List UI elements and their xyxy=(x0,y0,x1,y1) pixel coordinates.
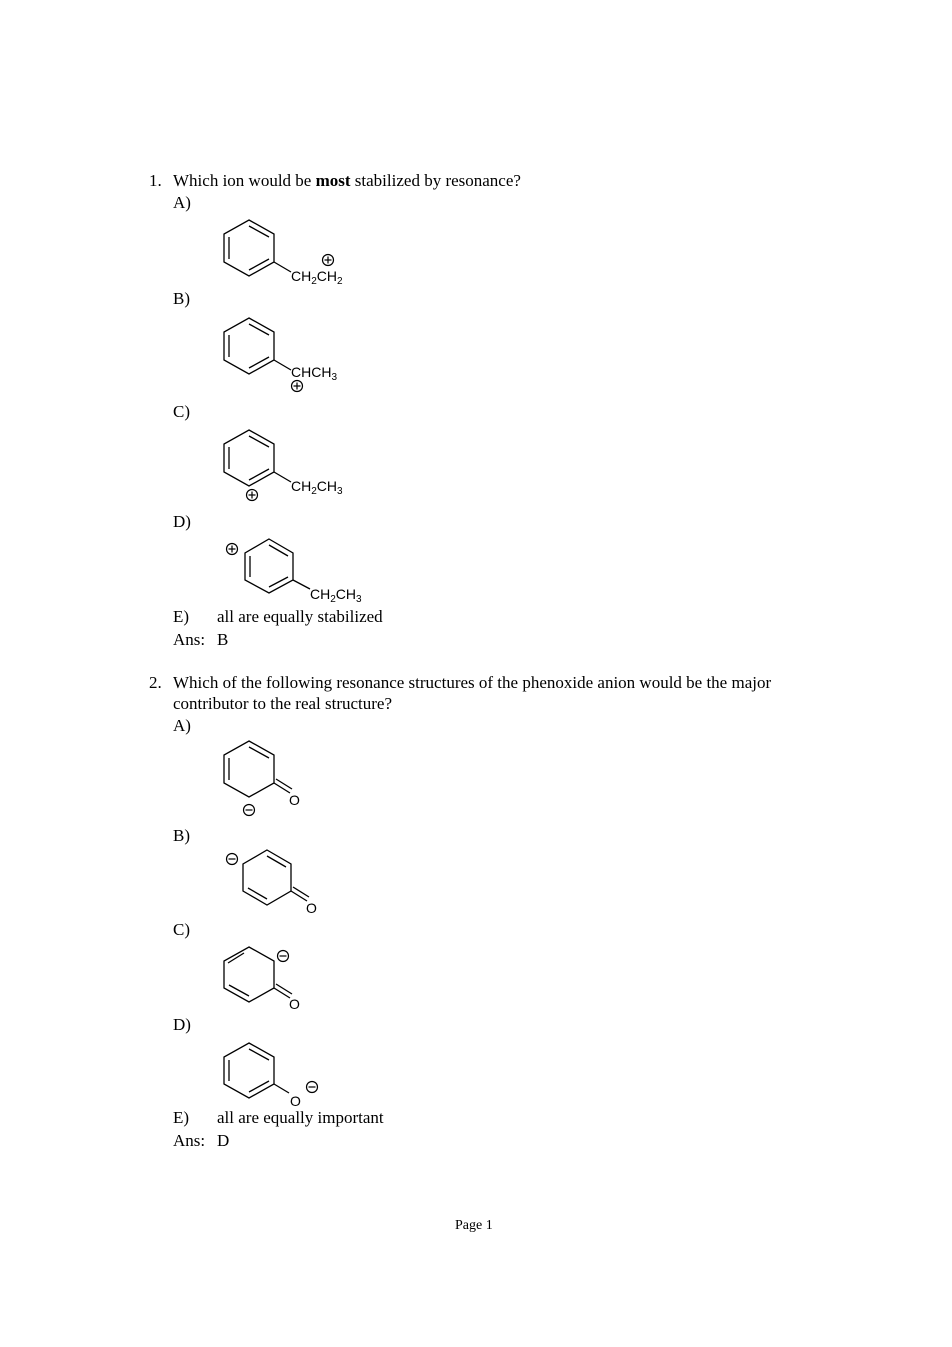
benzene-ring xyxy=(224,430,274,486)
q1-option-c-letter: C) xyxy=(173,402,190,421)
positive-charge-icon xyxy=(227,544,238,555)
q2-option-a-letter: A) xyxy=(173,716,191,735)
question-2-stem-line1: Which of the following resonance structures of the phenoxide anion would be the major xyxy=(173,673,772,692)
q2-option-c-letter: C) xyxy=(173,920,190,939)
q2-answer-label: Ans: xyxy=(173,1131,206,1150)
q1-option-d-letter: D) xyxy=(173,512,191,531)
benzene-ring xyxy=(224,1043,274,1098)
q1-option-b-structure xyxy=(215,313,375,398)
question-1-stem-bold: most xyxy=(315,171,351,190)
negative-charge-icon xyxy=(227,854,238,865)
q1-option-a-structure xyxy=(215,215,375,290)
question-1-number: 1. xyxy=(149,171,162,190)
q2-answer-value: D xyxy=(217,1131,230,1150)
q2-option-c-structure xyxy=(215,942,315,1014)
question-1-stem-part1: Which ion would be xyxy=(173,171,316,190)
q1-option-b-letter: B) xyxy=(173,289,190,308)
q2-option-d-structure xyxy=(215,1038,325,1110)
q2-option-a-structure xyxy=(215,737,315,822)
q2c-oxygen-label: O xyxy=(289,996,300,1012)
q2-option-b-structure xyxy=(215,846,325,921)
q2-option-d-letter: D) xyxy=(173,1015,191,1034)
cyclohexadienone-ring xyxy=(224,947,274,1002)
positive-charge-icon xyxy=(247,490,258,501)
question-2-number: 2. xyxy=(149,673,162,692)
q2-option-b-letter: B) xyxy=(173,826,190,845)
q2b-oxygen-label: O xyxy=(306,900,317,916)
positive-charge-icon xyxy=(292,381,303,392)
negative-charge-icon xyxy=(307,1082,318,1093)
q1-answer-label: Ans: xyxy=(173,630,206,649)
cyclohexadienone-ring xyxy=(224,741,274,797)
negative-charge-icon xyxy=(244,805,255,816)
q1-option-a-letter: A) xyxy=(173,193,191,212)
q1-option-d-structure xyxy=(215,535,385,607)
q1c-substituent-label: $CH_2CH_3$ xyxy=(291,478,343,497)
question-1-stem-part2: stabilized by resonance? xyxy=(350,171,521,190)
q2d-oxygen-label: O xyxy=(290,1093,301,1109)
q1a-substituent-label: $CH_2CH_2$ xyxy=(291,268,343,287)
question-1-stem xyxy=(173,171,521,191)
negative-charge-icon xyxy=(278,951,289,962)
q2a-oxygen-label: O xyxy=(289,792,300,808)
q2-option-e-letter: E) xyxy=(173,1108,190,1127)
question-2-stem-line2: contributor to the real structure? xyxy=(173,694,393,713)
q1b-substituent-label: $CHCH_3$ xyxy=(291,364,338,383)
q1-option-e-letter: E) xyxy=(173,607,190,626)
positive-charge-icon xyxy=(323,255,334,266)
q1-option-e-text: all are equally stabilized xyxy=(217,607,383,626)
benzene-ring xyxy=(245,539,293,593)
benzene-ring xyxy=(224,220,274,276)
q1-option-c-structure xyxy=(215,425,375,505)
q1-answer-value: B xyxy=(217,630,229,649)
q2-option-e-text: all are equally important xyxy=(217,1108,384,1127)
benzene-ring xyxy=(224,318,274,374)
q1d-substituent-label: $CH_2CH_3$ xyxy=(310,586,362,605)
page-number: Page 1 xyxy=(455,1218,493,1233)
cyclohexadienone-ring xyxy=(243,850,291,905)
